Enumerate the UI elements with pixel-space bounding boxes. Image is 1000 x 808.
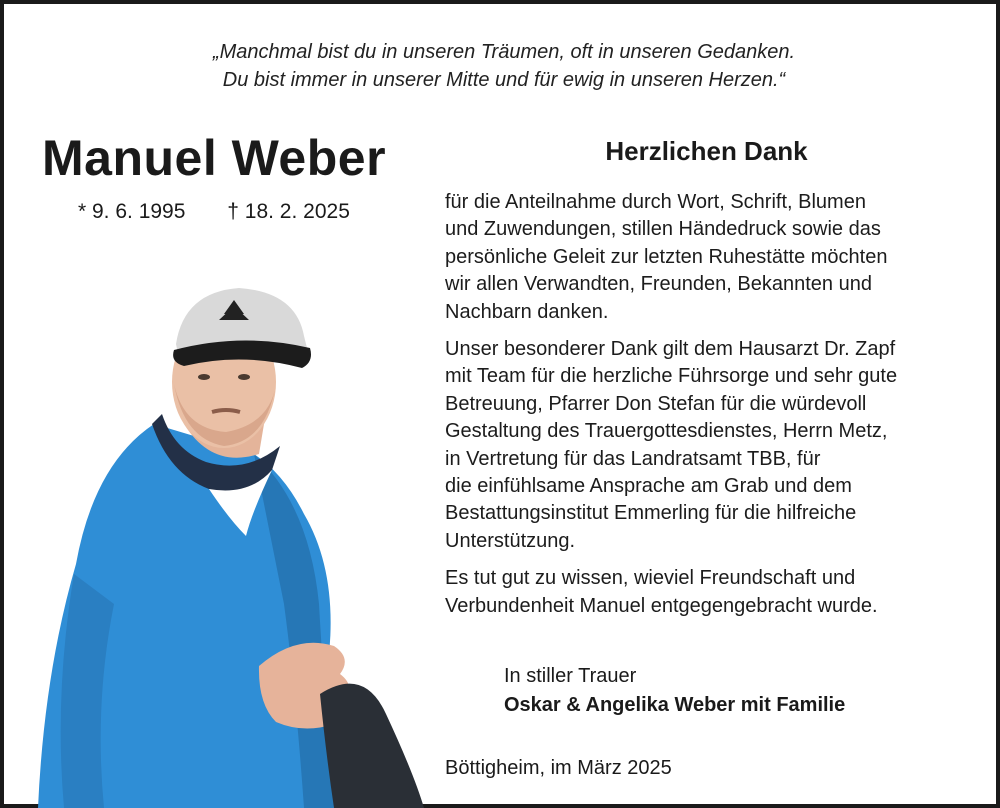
text-line: mit Team für die herzliche Führsorge und sehr gute <box>445 365 898 388</box>
thanks-heading: Herzlichen Dank <box>605 136 808 166</box>
memorial-quote <box>4 38 1000 94</box>
text-line: Unser besonderer Dank gilt dem Hausarzt Dr. Zapf <box>445 338 896 361</box>
text-line: Nachbarn danken. <box>445 300 609 323</box>
death-date: † 18. 2. 2025 <box>227 200 350 223</box>
text-line: und Zuwendungen, stillen Händedruck sowie das <box>445 218 881 241</box>
birth-date: * 9. 6. 1995 <box>78 200 186 223</box>
deceased-name: Manuel Weber <box>42 130 387 186</box>
portrait-photo <box>34 274 454 808</box>
quote-line-2: Du bist immer in unserer Mitte und für ewig in unseren Herzen.“ <box>222 69 786 91</box>
text-line: für die Anteilnahme durch Wort, Schrift, Blumen <box>445 191 866 213</box>
text-line: Unterstützung. <box>445 529 576 552</box>
text-line: persönliche Geleit zur letzten Ruhestätte möchten <box>445 245 888 268</box>
quote-line-1: „Manchmal bist du in unseren Träumen, oft in unseren Gedanken. <box>212 41 796 63</box>
signature-block <box>504 662 845 720</box>
place-and-date: Böttigheim, im März 2025 <box>445 757 672 779</box>
signature-family: Oskar & Angelika Weber mit Familie <box>504 694 846 716</box>
life-dates <box>78 198 350 226</box>
text-line: Bestattungsinstitut Emmerling für die hilfreiche <box>445 502 857 525</box>
signature-intro: In stiller Trauer <box>504 665 637 687</box>
text-line: Betreuung, Pfarrer Don Stefan für die würdevoll <box>445 392 867 415</box>
thanks-text <box>445 179 985 630</box>
text-line: wir allen Verwandten, Freunden, Bekannten und <box>445 273 872 296</box>
text-line: in Vertretung für das Landratsamt TBB, für <box>445 447 821 470</box>
text-line: Gestaltung des Trauergottesdienstes, Herrn Metz, <box>445 420 888 443</box>
text-line: die einfühlsame Ansprache am Grab und dem <box>445 475 852 498</box>
text-line: Es tut gut zu wissen, wieviel Freundschaft und <box>445 567 856 590</box>
dark-garment <box>320 684 424 808</box>
text-line: Verbundenheit Manuel entgegengebracht wurde. <box>445 594 878 617</box>
